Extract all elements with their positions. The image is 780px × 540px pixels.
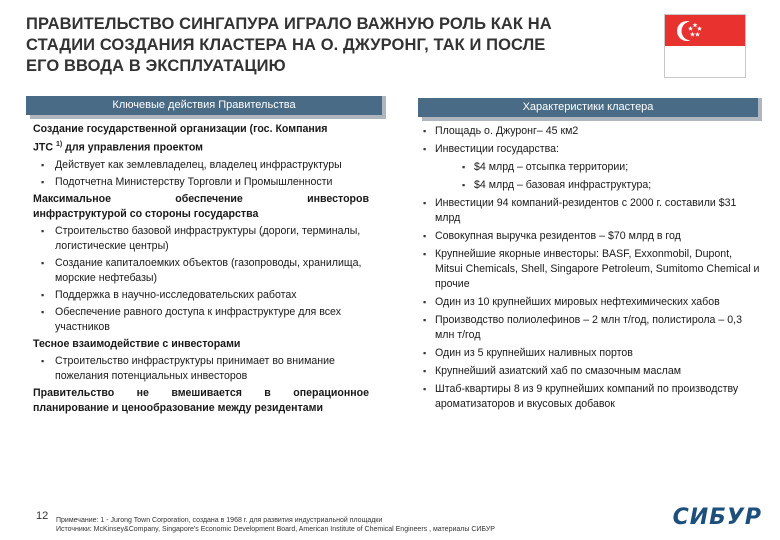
footnote-sources: Источники: McKinsey&Company, Singapore's Economic Development Board, American Institute of Chemical Engineers , материалы СИБУР bbox=[56, 526, 495, 533]
list-item: ▪ Строительство инфраструктуры принимает во внимание пожелания потенциальных инвесторов bbox=[33, 354, 369, 384]
action-heading-interaction: Тесное взаимодействие с инвесторами bbox=[33, 337, 241, 350]
list-item: ▪ Инвестиции 94 компаний-резидентов с 2000 г. составили $31 млрд bbox=[422, 196, 762, 226]
list-item: ▪ Совокупная выручка резидентов – $70 млрд в год bbox=[422, 229, 762, 244]
list-item: ▪ Строительство базовой инфраструктуры (дороги, терминалы, логистические центры) bbox=[33, 224, 369, 254]
list-item: ▪ Поддержка в научно-исследовательских работах bbox=[33, 288, 369, 303]
footnote-note: Примечание: 1 - Jurong Town Corporation, создана в 1968 г. для развития индустриальной площадки bbox=[56, 517, 383, 524]
list-item: ▪ Инвестиции государства: bbox=[422, 142, 762, 157]
sibur-logo: СИБУР bbox=[672, 505, 762, 530]
government-actions-list bbox=[33, 122, 369, 416]
list-item: ▪ Крупнейшие якорные инвесторы: BASF, Exxonmobil, Dupont, Mitsui Chemicals, Shell, Singapore Petroleum, Sumitomo Chemical и прочие bbox=[422, 247, 762, 292]
list-item: ▪ Подотчетна Министерству Торговли и Промышленности bbox=[33, 175, 369, 190]
page-title bbox=[26, 14, 626, 77]
list-item: ▪ Обеспечение равного доступа к инфраструктуре для всех участников bbox=[33, 305, 369, 335]
list-item: ▪ Действует как землевладелец, владелец инфраструктуры bbox=[33, 158, 369, 173]
list-item: ▪ Штаб-квартиры 8 из 9 крупнейших компаний по производству ароматизаторов и вкусовых добавок bbox=[422, 382, 762, 412]
list-item: ▪ Создание капиталоемких объектов (газопроводы, хранилища, морские нефтебазы) bbox=[33, 256, 369, 286]
action-heading-jtc: Создание государственной организации (гос. Компания JTC $^{1)}$ для управления проектом bbox=[33, 123, 328, 154]
footnote bbox=[56, 516, 616, 534]
title-line-3: ЕГО ВВОДА В ЭКСПЛУАТАЦИЮ bbox=[26, 57, 286, 75]
action-heading-non-interference: Правительство не вмешивается в операционное планирование и ценообразование между резидентами bbox=[33, 386, 369, 414]
list-sub-item: ▪ $4 млрд – отсыпка территории; bbox=[422, 160, 762, 175]
crescent-stars-icon bbox=[665, 15, 747, 47]
list-item: ▪ Крупнейший азиатский хаб по смазочным маслам bbox=[422, 364, 762, 379]
list-item: ▪ Производство полиолефинов – 2 млн т/год, полистирола – 0,3 млн т/год bbox=[422, 313, 762, 343]
singapore-flag-icon bbox=[664, 14, 746, 78]
cluster-characteristics-list bbox=[422, 124, 762, 415]
right-column-header: Характеристики кластера bbox=[418, 98, 758, 117]
title-line-2: СТАДИИ СОЗДАНИЯ КЛАСТЕРА НА О. ДЖУРОНГ, ТАК И ПОСЛЕ bbox=[26, 36, 546, 54]
title-line-1: ПРАВИТЕЛЬСТВО СИНГАПУРА ИГРАЛО ВАЖНУЮ РОЛЬ КАК НА bbox=[26, 15, 552, 33]
list-sub-item: ▪ $4 млрд – базовая инфраструктура; bbox=[422, 178, 762, 193]
action-heading-infrastructure: Максимальное обеспечение инвесторов инфраструктурой со стороны государства bbox=[33, 192, 369, 220]
page-number: 12 bbox=[36, 510, 49, 522]
list-item: ▪ Площадь о. Джуронг– 45 км2 bbox=[422, 124, 762, 139]
list-item: ▪ Один из 10 крупнейших мировых нефтехимических хабов bbox=[422, 295, 762, 310]
left-column-header: Ключевые действия Правительства bbox=[26, 96, 382, 115]
list-item: ▪ Один из 5 крупнейших наливных портов bbox=[422, 346, 762, 361]
